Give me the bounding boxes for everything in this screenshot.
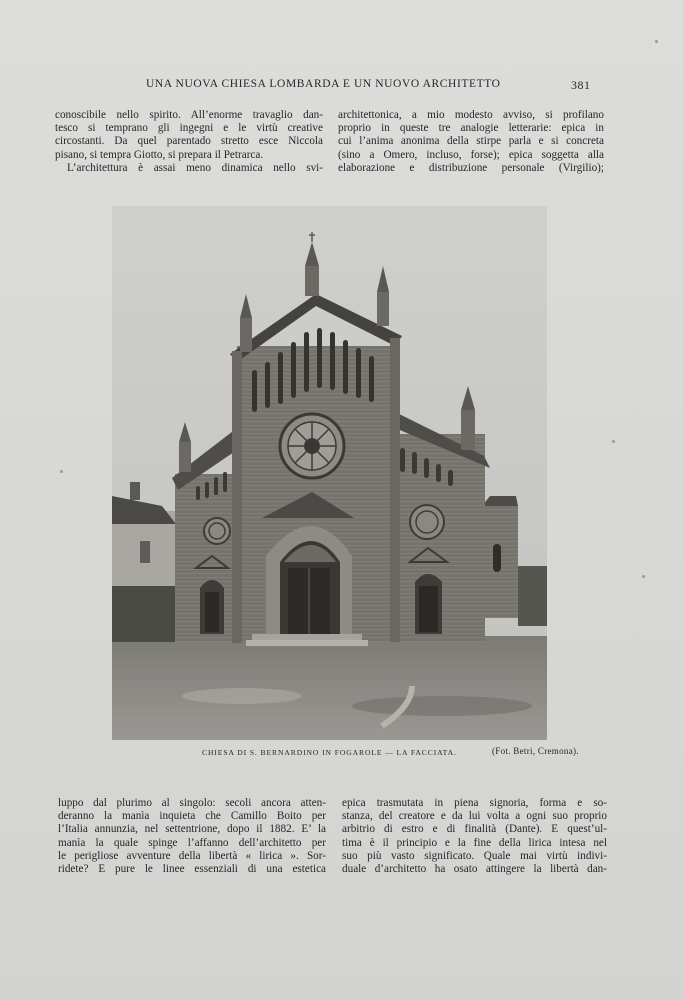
text-line: deranno la manìa inquieta che Camillo Boito per (58, 810, 326, 823)
photo-credit: (Fot. Betri, Cremona). (492, 746, 579, 756)
text-line: epica trasmutata in piena signoria, forma e so- (342, 797, 607, 809)
running-title: UNA NUOVA CHIESA LOMBARDA E UN NUOVO ARCHITETTO (146, 78, 501, 90)
text-line: manìa la quale spinge l’affanno dell’architetto per (58, 836, 326, 849)
church-facade-illustration (112, 206, 547, 740)
text-line: elaborazione e distribuzione personale (Virgilio); (338, 161, 604, 174)
bottom-left-column (58, 797, 326, 876)
text-line: duale d’architetto ha osato attingere la libertà dan- (342, 863, 607, 876)
page-number: 381 (571, 78, 591, 92)
text-line: tima è il principio e la fine della lirica intesa nel (342, 836, 607, 849)
text-line: architettonica, a mio modesto avviso, si profilano (338, 109, 604, 121)
text-line: l’Italia annunzia, nel settentrione, dopo il 1882. E’ la (58, 823, 326, 836)
text-line: tesco si temprano gli ingegni e le virtù creative (55, 122, 323, 135)
paper-speck (642, 575, 645, 578)
paper-speck (655, 40, 658, 43)
text-line: proprio in queste tre analogie letterarie: epica in (338, 122, 604, 135)
top-left-column (55, 109, 323, 175)
text-line: (sino a Omero, incluso, forse); epica soggetta alla (338, 148, 604, 161)
text-line: le perigliose avventure della libertà « lirica ». Sor- (58, 849, 326, 862)
text-line: conoscibile nello spirito. All’enorme travaglio dan- (55, 109, 323, 121)
top-right-column (338, 109, 604, 175)
text-line: pisano, si tempra Giotto, si prepara il Petrarca. (55, 148, 264, 161)
text-line: L’architettura è assai meno dinamica nello svi- (67, 161, 323, 174)
text-line: suo più vasto significato. Quale mai virtù indivi- (342, 849, 607, 862)
text-line: luppo dal plurimo al singolo: secoli ancora atten- (58, 797, 326, 809)
text-line: circostanti. Da quel parentado stretto esce Niccola (55, 135, 323, 148)
text-line: cui l’anima anonima della stirpe parla e si concreta (338, 135, 604, 148)
church-facade-photo (112, 206, 547, 740)
text-line: ridete? E pure le linee essenziali di una estetica (58, 863, 326, 876)
paper-speck (612, 440, 615, 443)
figure-caption: CHIESA DI S. BERNARDINO IN FOGAROLE — LA FACCIATA. (202, 748, 457, 757)
text-line: arbitrio di estro e di finalità (Dante). E quest’ul- (342, 823, 607, 836)
paper-speck (60, 470, 63, 473)
text-line: stanza, del creatore e da lui volta a ogni suo proprio (342, 810, 607, 823)
bottom-right-column (342, 797, 607, 876)
